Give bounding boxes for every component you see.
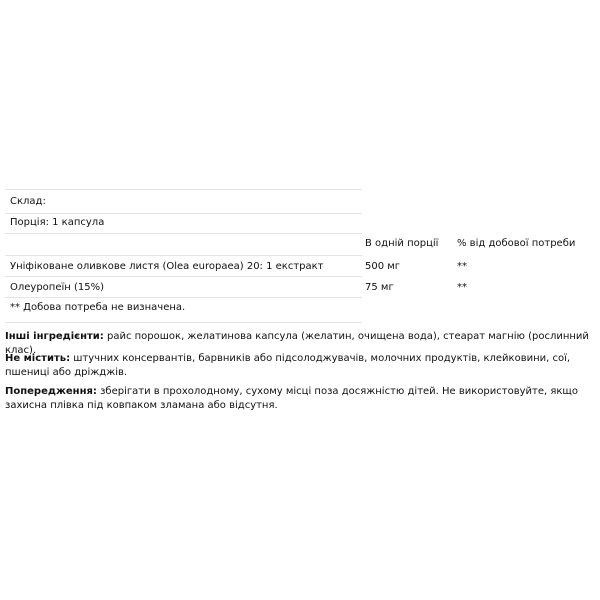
ingredient-amount: 75 мг bbox=[365, 282, 394, 293]
free-from bbox=[5, 352, 595, 380]
ingredient-daily-value: ** bbox=[457, 282, 467, 293]
serving-size: Порція: 1 капсула bbox=[10, 217, 105, 228]
facts-footnote-row bbox=[5, 297, 362, 323]
ingredient-amount: 500 мг bbox=[365, 261, 401, 272]
daily-value-header: % від добової потреби bbox=[457, 238, 576, 249]
free-from-label: Не містить: bbox=[5, 353, 71, 364]
other-ingredients-label: Інші інгредієнти: bbox=[5, 331, 104, 342]
ingredient-name: Уніфіковане оливкове листя (Olea europaea) 20: 1 екстракт bbox=[10, 261, 324, 272]
other-ingredients-text: райс порошок, желатинова капсула (желатин, очищена вода), стеарат магнію (рослинний клас). bbox=[5, 331, 589, 356]
ingredient-name: Олеуропеїн (15%) bbox=[10, 282, 105, 293]
daily-value-footnote: ** Добова потреба не визначена. bbox=[10, 302, 186, 313]
ingredient-row bbox=[5, 255, 467, 276]
warning-label: Попередження: bbox=[5, 386, 97, 397]
free-from-text: штучних консервантів, барвників або підсолоджувачів, молочних продуктів, клейковини, сої, пшениці або дріжджів. bbox=[5, 353, 571, 378]
facts-title-row bbox=[5, 189, 362, 213]
facts-title: Склад: bbox=[10, 196, 46, 207]
ingredient-row bbox=[5, 276, 467, 297]
facts-header-row bbox=[5, 233, 576, 255]
warning-text: зберігати в прохолодному, сухому місці поза досяжністю дітей. Не використовуйте, якщо захисна плівка під ковпаком зламана або відсутня. bbox=[5, 386, 578, 411]
warning bbox=[5, 385, 595, 413]
ingredient-daily-value: ** bbox=[457, 261, 467, 272]
serving-size-row bbox=[5, 213, 362, 233]
per-serving-header: В одній порції bbox=[365, 238, 439, 249]
supplement-facts-table bbox=[5, 189, 576, 323]
